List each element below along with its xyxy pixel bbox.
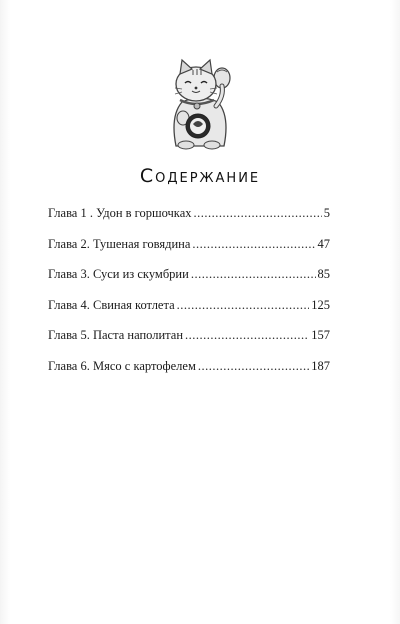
toc-leader-dots (198, 357, 309, 375)
toc-entry-label: Глава 4. Свиная котлета (48, 297, 175, 312)
toc-entry-page: 157 (311, 328, 330, 342)
toc-entry-page: 187 (311, 358, 330, 373)
toc-leader-dots (191, 265, 316, 283)
toc-entry-page: 125 (311, 297, 330, 312)
toc-entry-label: Глава 5. Паста наполитан (48, 328, 184, 342)
toc-leader-dots (194, 204, 322, 222)
page-title: Содержание (139, 165, 261, 187)
toc-entry-2[interactable] (48, 235, 330, 253)
toc-entry-4[interactable] (48, 296, 330, 314)
toc-entry-label: Глава 6. Мясо с картофелем (48, 358, 196, 373)
toc-entry-page: 85 (317, 267, 330, 281)
toc-entry-label: Глава 2. Тушеная говядина (48, 236, 191, 251)
toc-entry-5[interactable] (48, 326, 330, 344)
toc-entry-label: Глава 3. Суси из скумбрии (48, 267, 189, 281)
toc-entry-6[interactable] (48, 357, 330, 375)
table-of-contents (48, 204, 330, 387)
toc-leader-dots (185, 326, 309, 344)
toc-leader-dots (192, 235, 315, 253)
toc-entry-label: Глава 1 . Удон в горшочках (48, 206, 192, 220)
toc-entry-page: 5 (323, 206, 330, 220)
lucky-cat-icon (160, 56, 240, 152)
toc-entry-page: 47 (317, 236, 330, 251)
toc-leader-dots (177, 296, 310, 314)
toc-entry-3[interactable] (48, 265, 330, 283)
toc-entry-1[interactable] (48, 204, 330, 222)
